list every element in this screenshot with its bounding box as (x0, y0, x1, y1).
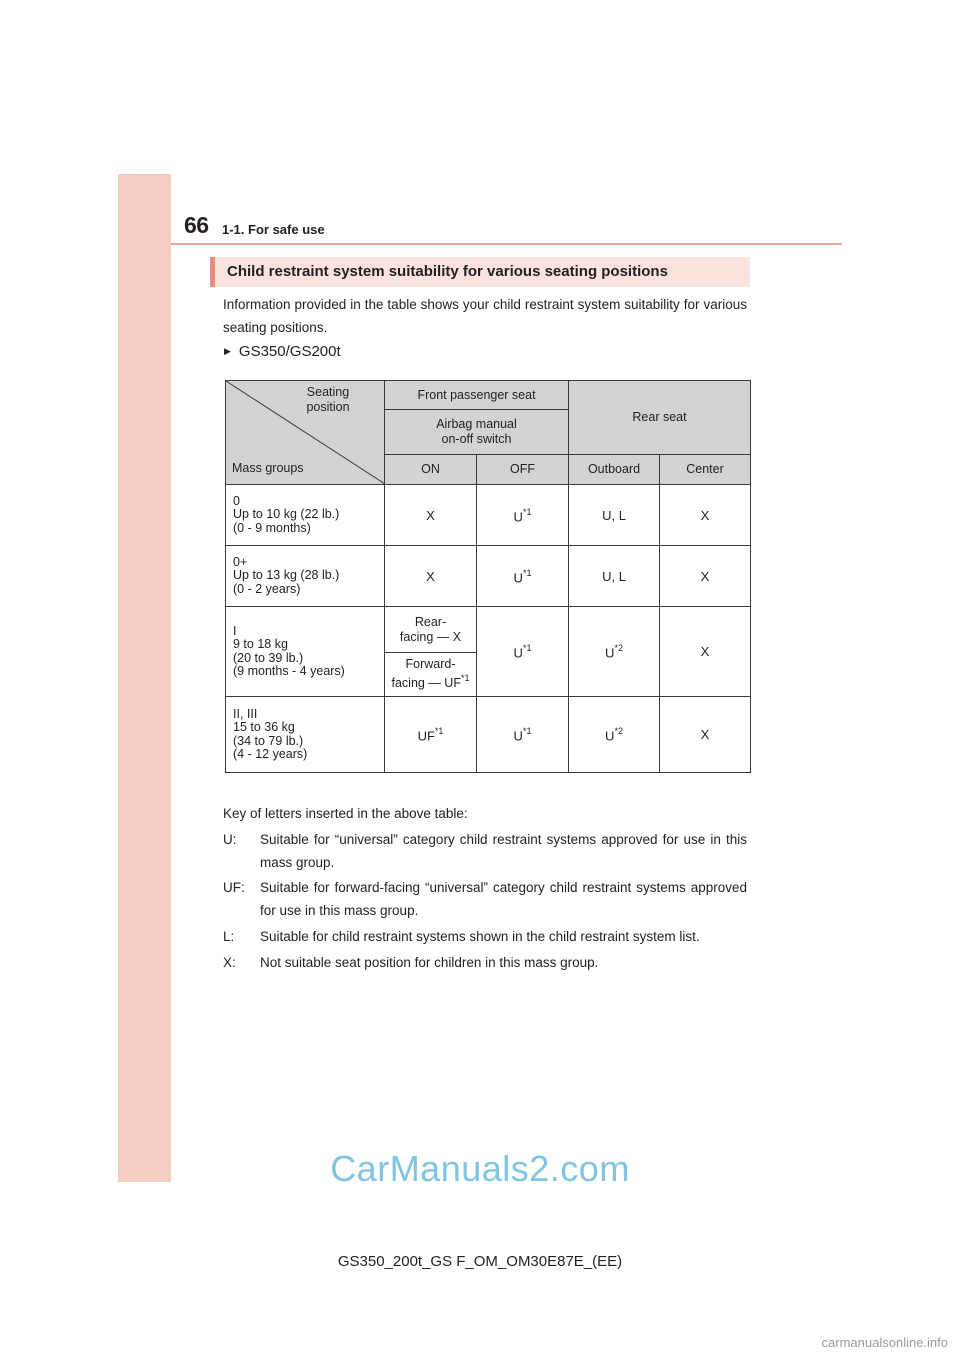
cell-line: facing — X (399, 629, 462, 644)
cell-center: X (660, 607, 751, 697)
col-off-header: OFF (477, 454, 569, 484)
mass-group-age: (9 months - 4 years) (233, 664, 345, 678)
mass-group-name: I (233, 623, 237, 638)
cell-off (477, 697, 569, 773)
cell-on-rear-facing (385, 607, 477, 653)
key-description: Not suitable seat position for children in this mass group. (260, 955, 599, 970)
mass-group-weight-lb: (34 to 79 lb.) (233, 733, 304, 748)
footnote-mark: *2 (614, 726, 623, 737)
site-watermark: carmanualsonline.info (821, 1335, 948, 1350)
mass-group-name: 0 (233, 493, 240, 508)
cell-outboard (569, 607, 660, 697)
cell-value: U (513, 645, 523, 661)
mass-group-weight: Up to 10 kg (22 lb.) (233, 507, 340, 522)
side-band (118, 174, 171, 1182)
seating-position-label: Seating position (306, 385, 350, 414)
cell-value: U (513, 570, 523, 586)
page-number: 66 (184, 212, 209, 238)
key-description: Suitable for “universal” category child restraint systems approved for use in this mass group. (260, 832, 747, 870)
cell-center: X (660, 546, 751, 607)
mass-group-weight: 9 to 18 kg (233, 637, 288, 651)
cell-on: X (385, 546, 477, 607)
key-description: Suitable for forward-facing “universal” category child restraint systems approved for use in this mass group. (260, 880, 747, 918)
footnote-mark: *1 (460, 673, 470, 684)
footnote-mark: *1 (434, 726, 444, 737)
table-row (226, 546, 751, 607)
header-rule (171, 243, 842, 245)
section-title-bar (210, 257, 750, 287)
mass-group-name: II, III (233, 706, 258, 721)
mass-group-cell (226, 546, 385, 607)
col-outboard-header: Outboard (569, 454, 660, 484)
mass-group-age: (4 - 12 years) (233, 747, 308, 761)
key-intro: Key of letters inserted in the above table: (223, 806, 468, 821)
cell-value: UF (417, 728, 435, 744)
footnote-mark: *1 (522, 643, 532, 654)
key-item (223, 877, 747, 922)
key-letter: X: (223, 955, 236, 970)
cell-outboard: U, L (569, 485, 660, 546)
front-passenger-seat-header: Front passenger seat (385, 381, 569, 410)
cell-on-forward-facing (385, 653, 477, 697)
mass-group-cell (226, 607, 385, 697)
mass-group-weight: Up to 13 kg (28 lb.) (233, 568, 340, 583)
cell-line: Forward- (405, 657, 456, 672)
col-center-header: Center (660, 454, 751, 484)
table-row (226, 607, 751, 653)
intro-paragraph: Information provided in the table shows your child restraint system suitability for various seating positions. (223, 297, 747, 335)
col-on-header: ON (385, 454, 477, 484)
model-variant (224, 343, 341, 360)
key-item (223, 952, 747, 975)
cell-on: X (385, 485, 477, 546)
cell-value: U (605, 645, 615, 661)
key-item (223, 829, 747, 874)
table-corner-header (226, 381, 385, 485)
model-variant-label: GS350/GS200t (238, 343, 341, 360)
cell-off (477, 546, 569, 607)
footnote-mark: *1 (522, 506, 532, 517)
key-letter: L: (223, 929, 235, 944)
cell-line (385, 672, 476, 691)
rear-seat-header: Rear seat (569, 381, 751, 455)
cell-off (477, 485, 569, 546)
mass-group-age: (0 - 2 years) (233, 581, 301, 596)
mass-groups-label: Mass groups (232, 461, 304, 475)
mass-group-cell (226, 485, 385, 546)
section-label: 1-1. For safe use (222, 222, 325, 237)
cell-value: U (605, 728, 615, 744)
airbag-switch-header (385, 410, 569, 454)
footnote-mark: *1 (522, 726, 532, 737)
cell-on (385, 697, 477, 773)
cell-center: X (660, 697, 751, 773)
table-row (226, 485, 751, 546)
section-title: Child restraint system suitability for various seating positions (227, 263, 668, 280)
cell-outboard: U, L (569, 546, 660, 607)
footnote-mark: *1 (522, 567, 532, 578)
key-letter: UF: (223, 880, 245, 895)
mass-group-weight-lb: (20 to 39 lb.) (233, 650, 304, 665)
table-row (226, 697, 751, 773)
mass-group-age: (0 - 9 months) (233, 520, 311, 535)
suitability-table (225, 380, 751, 773)
mass-group-name: 0+ (233, 554, 248, 569)
watermark: CarManuals2.com (330, 1148, 630, 1189)
cell-line: Rear- (414, 614, 447, 629)
footer-code: GS350_200t_GS F_OM_OM30E87E_(EE) (337, 1253, 623, 1270)
cell-outboard (569, 697, 660, 773)
cell-value: U (513, 509, 523, 525)
triangle-arrow-icon: ▶ (224, 346, 231, 356)
mass-group-weight: 15 to 36 kg (233, 720, 295, 734)
mass-group-cell (226, 697, 385, 773)
cell-value: U (513, 728, 523, 744)
key-item (223, 926, 747, 949)
cell-off (477, 607, 569, 697)
key-description: Suitable for child restraint systems shown in the child restraint system list. (260, 929, 700, 944)
footnote-mark: *2 (614, 643, 623, 654)
cell-value: facing — UF (391, 676, 461, 691)
airbag-switch-label: Airbag manual on-off switch (436, 416, 517, 446)
key-letter: U: (223, 832, 237, 847)
cell-center: X (660, 485, 751, 546)
